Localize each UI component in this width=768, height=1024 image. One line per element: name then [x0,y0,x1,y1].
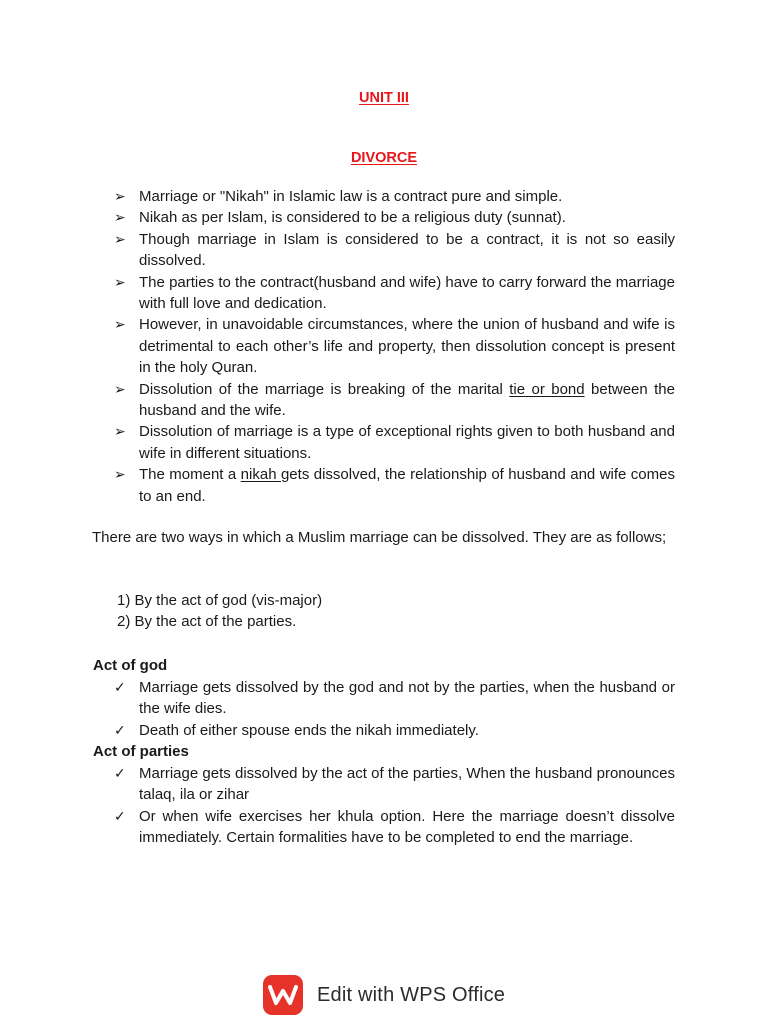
numbered-list [117,590,322,633]
list-item [114,207,675,228]
list-item [114,720,675,741]
arrow-bullet-icon: ➢ [114,273,126,290]
list-item [114,379,675,422]
list-item-text: Dissolution of marriage is a type of exceptional rights given to both husband and wife in different situations. [139,423,675,462]
underlined-phrase: tie or bond [509,380,585,398]
list-item-text: Dissolution of the marriage is breaking of the marital [139,380,510,398]
intro-paragraph: There are two ways in which a Muslim marriage can be dissolved. They are as follows; [92,529,667,546]
checkmark-bullet-icon: ✓ [114,765,126,781]
arrow-bullet-icon: ➢ [114,466,126,483]
list-item-text: Death of either spouse ends the nikah immediately. [139,721,479,739]
act-of-parties-heading: Act of parties [93,743,189,760]
list-item-text: Or when wife exercises her khula option. Here the marriage doesn’t dissolve immediately. Certain formalities have to be completed to end the marriage. [139,807,675,847]
list-item-text: Marriage gets dissolved by the god and not by the parties, when the husband or the wife dies. [139,679,675,718]
list-item [114,464,675,507]
list-item [114,421,675,464]
arrow-bullet-icon: ➢ [114,380,126,397]
arrow-bullet-icon: ➢ [114,423,126,440]
list-item-text: Though marriage in Islam is considered to be a contract, it is not so easily dissolved. [139,230,675,270]
checkmark-bullet-icon: ✓ [114,721,126,738]
underlined-phrase: nikah [240,466,281,484]
arrow-bullet-icon: ➢ [114,209,126,226]
list-item-text: The parties to the contract(husband and wife) have to carry forward the marriage with full love and dedication. [139,273,675,313]
divorce-title: DIVORCE [350,150,418,166]
list-item [114,272,675,315]
list-item-text: Marriage gets dissolved by the act of the parties, When the husband pronounces talaq, ila or zihar [139,765,675,804]
list-item [114,314,675,378]
wps-edit-label: Edit with WPS Office [317,983,506,1006]
list-item-text: The moment a [139,466,241,484]
list-item: 1) By the act of god (vis-major) [117,592,323,609]
list-item [114,186,675,207]
arrow-bullet-icon: ➢ [114,230,126,247]
arrow-bullet-icon: ➢ [114,188,126,204]
list-item: 2) By the act of the parties. [117,613,297,631]
list-item-text: between the husband and the wife. [139,380,675,420]
act-of-parties-list [114,763,675,849]
arrow-bullet-icon: ➢ [114,316,126,333]
checkmark-bullet-icon: ✓ [114,807,126,824]
act-of-god-list [114,677,675,741]
list-item [114,677,675,720]
list-item-text: Nikah as per Islam, is considered to be a religious duty (sunnat). [139,209,566,227]
list-item [114,229,675,272]
list-item [114,763,675,806]
list-item-text: Marriage or "Nikah" in Islamic law is a contract pure and simple. [139,188,563,205]
list-item-text: However, in unavoidable circumstances, where the union of husband and wife is detrimental to each other’s life and property, then dissolution concept is present in the holy Quran. [139,316,675,377]
act-of-god-heading: Act of god [93,657,168,674]
unit-title: UNIT III [359,90,409,106]
wps-office-logo-icon [263,975,303,1015]
checkmark-bullet-icon: ✓ [114,679,126,695]
bullet-list [114,186,675,507]
list-item [114,806,675,849]
list-item-text: gets dissolved, the relationship of husband and wife comes to an end. [139,466,675,505]
edit-with-wps-button[interactable] [263,974,505,1016]
